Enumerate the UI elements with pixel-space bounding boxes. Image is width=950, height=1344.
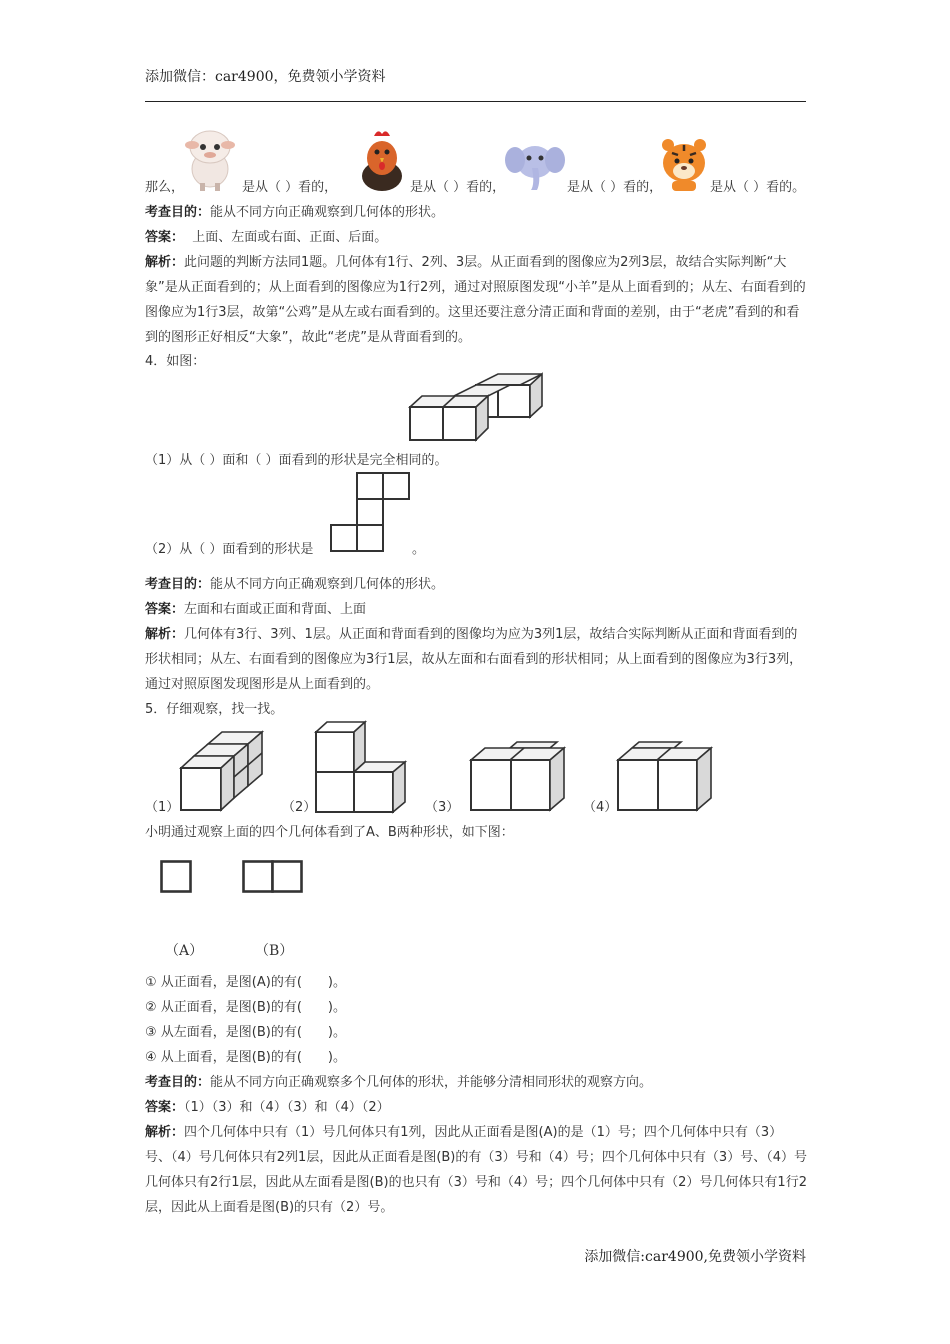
- q3-answer-label: 答案：: [145, 230, 185, 245]
- q5-item-1: ① 从正面看，是图(A)的有( )。: [145, 975, 346, 990]
- q3-purpose-label: 考查目的：: [145, 205, 211, 220]
- q5-analysis-text: 四个几何体中只有（1）号几何体只有1列，因此从正面看是图(A)的是（1）号；四个几何体中只有（3）号、（4）号几何体只有2列1层，因此从正面看是图(B)的有（3）号和（4）号；四个几何体中只有（3）号、（4）号几何体只有2行1层，因此从左面看是图(B)的也只有（3）号和（4）号；四个几何体中只有（2）号几何体只有1行2层，因此从上面看是图(B)的只有（2）号。: [145, 1125, 807, 1215]
- q5-item-3: ③ 从左面看，是图(B)的有( )。: [145, 1025, 346, 1040]
- q4-analysis-text: 几何体有3行、3列、1层。从正面和背面看到的图像均为应为3列1层，故结合实际判断从正面和背面看到的形状相同；从左、右面看到的图像应为3行1层，故从左面和右面看到的形状相同；从上面看到的图像应为3行3列，通过对照原图发现图形是从上面看到的。: [145, 627, 803, 692]
- q5-solid-1: [178, 730, 268, 815]
- sheep-icon: [182, 125, 238, 191]
- q5-shape-a: [160, 860, 194, 894]
- q5-item-4: ④ 从上面看，是图(B)的有( )。: [145, 1050, 346, 1065]
- q5-label-4: （4）: [583, 800, 618, 815]
- q4-part2-end: 。: [412, 542, 426, 557]
- q5-label-3: （3）: [425, 800, 460, 815]
- q5-label-1: （1）: [145, 800, 180, 815]
- q4-solid-figure: [400, 370, 550, 445]
- q3-blank-2: 是从（ ）看的，: [410, 180, 506, 195]
- q5-answer-text: （1）（3）和（4）（3）和（4）（2）: [184, 1100, 390, 1115]
- q5-label-2: （2）: [282, 800, 317, 815]
- q5-purpose-text: 能从不同方向正确观察多个几何体的形状，并能够分清相同形状的观察方向。: [210, 1075, 653, 1090]
- q5-purpose-label: 考查目的：: [145, 1075, 211, 1090]
- q4-title: 4．如图：: [145, 354, 206, 369]
- q4-purpose: [145, 572, 444, 597]
- q3-blank-3: 是从（ ）看的，: [567, 180, 663, 195]
- q5-solid-3: [468, 742, 568, 815]
- q4-answer-label: 答案：: [145, 602, 185, 617]
- rooster-icon: [358, 128, 406, 194]
- q4-answer-text: 左面和右面或正面和背面、上面: [184, 602, 367, 617]
- q4-purpose-text: 能从不同方向正确观察到几何体的形状。: [210, 577, 445, 592]
- q5-shape-b: [242, 860, 306, 894]
- tiger-icon: [660, 135, 708, 193]
- q5-solid-4: [615, 742, 715, 815]
- q5-item-2: ② 从正面看，是图(B)的有( )。: [145, 1000, 346, 1015]
- q5-analysis: [145, 1120, 807, 1220]
- header-rule: [145, 101, 806, 102]
- q5-title: 5．仔细观察，找一找。: [145, 702, 284, 717]
- q5-intro: 小明通过观察上面的四个几何体看到了A、B两种形状，如下图：: [145, 825, 514, 840]
- q4-answer: [145, 597, 366, 622]
- q5-solid-2: [313, 720, 409, 815]
- q3-purpose: [145, 200, 444, 225]
- q3-blank-1: 是从（ ）看的，: [242, 180, 338, 195]
- q3-analysis: [145, 250, 807, 350]
- q5-label-a: （A）: [165, 943, 204, 959]
- q5-purpose: [145, 1070, 652, 1095]
- q4-analysis-label: 解析：: [145, 627, 185, 642]
- q4-part2: （2）从（ ）面看到的形状是: [145, 542, 314, 557]
- q4-top-view-shape: [330, 472, 412, 554]
- q3-prefix: 那么，: [145, 180, 185, 195]
- q5-answer: [145, 1095, 390, 1120]
- q4-purpose-label: 考查目的：: [145, 577, 211, 592]
- page-header: 添加微信：car4900，免费领小学资料: [145, 69, 386, 85]
- q3-purpose-text: 能从不同方向正确观察到几何体的形状。: [210, 205, 445, 220]
- q4-part1: （1）从（ ）面和（ ）面看到的形状是完全相同的。: [145, 453, 448, 468]
- q3-answer-text: 上面、左面或右面、正面、后面。: [184, 230, 388, 245]
- elephant-icon: [505, 138, 565, 194]
- q3-blank-4: 是从（ ）看的。: [710, 180, 806, 195]
- q5-label-b: （B）: [255, 943, 294, 959]
- q5-analysis-label: 解析：: [145, 1125, 185, 1140]
- q4-analysis: [145, 622, 807, 697]
- q5-answer-label: 答案：: [145, 1100, 185, 1115]
- q3-analysis-label: 解析：: [145, 255, 185, 270]
- page-footer: 添加微信:car4900,免费领小学资料: [584, 1249, 806, 1265]
- q3-answer: [145, 225, 387, 250]
- q3-analysis-text: 此问题的判断方法同1题。几何体有1行、2列、3层。从正面看到的图像应为2列3层，故结合实际判断“大象”是从正面看到的；从上面看到的图像应为1行2列，通过对照原图发现“小羊”是从上面看到的；从左、右面看到的图像应为1行3层，故第“公鸡”是从左或右面看到的。这里还要注意分清正面和背面的差别，由于“老虎”看到的和看到的图形正好相反“大象”，故此“老虎”是从背面看到的。: [145, 255, 806, 345]
